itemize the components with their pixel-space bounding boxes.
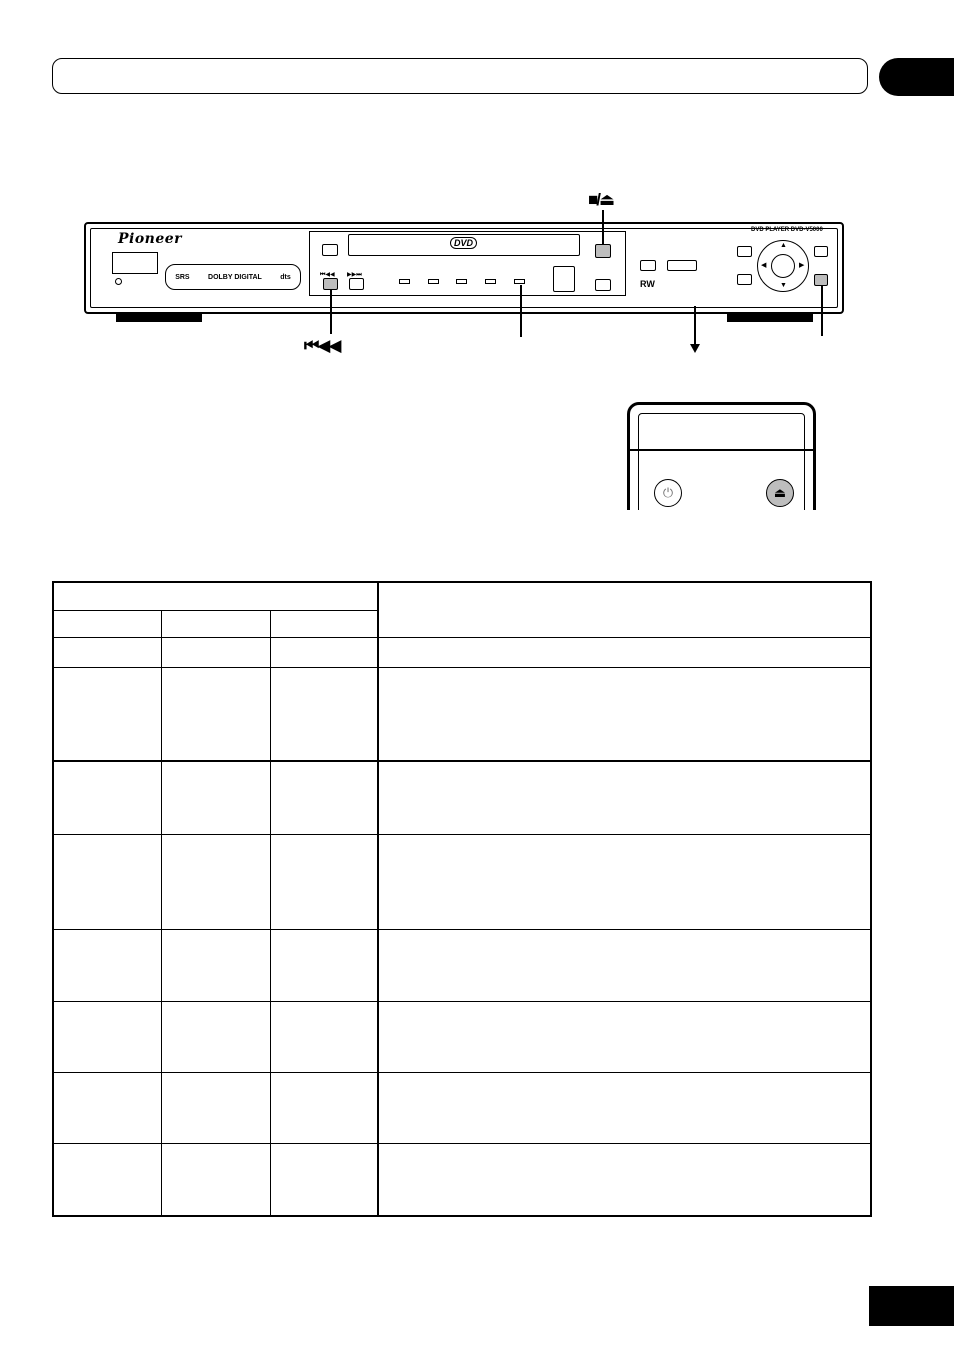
- setup-button[interactable]: [737, 274, 752, 285]
- dts-logo: dts: [280, 273, 291, 281]
- dolby-logo: DOLBY DIGITAL: [208, 273, 262, 281]
- table-row: [53, 1001, 871, 1072]
- right-arrow-icon: ▶: [799, 262, 805, 269]
- table-header-description: [378, 582, 871, 637]
- table-cell: [161, 1072, 270, 1143]
- table-cell: [53, 1001, 161, 1072]
- enter-button[interactable]: [771, 254, 795, 278]
- page-number-box: [869, 1286, 954, 1326]
- table-cell: [270, 1144, 378, 1216]
- standby-led-icon: [115, 278, 122, 285]
- function-button[interactable]: [595, 279, 611, 291]
- player-foot-left: [116, 314, 202, 322]
- indicator-4: [485, 279, 496, 284]
- next-forward-button[interactable]: [349, 278, 364, 290]
- table-cell: [161, 667, 270, 760]
- brand-logo: Pioneer: [118, 231, 183, 247]
- table-cell: [378, 929, 871, 1001]
- table-cell: [53, 835, 161, 929]
- table-cell: [53, 1072, 161, 1143]
- table-row: [53, 637, 871, 667]
- table-cell: [161, 1144, 270, 1216]
- top-menu-button[interactable]: [737, 246, 752, 257]
- table-cell: [161, 761, 270, 835]
- table-cell: [270, 761, 378, 835]
- prev-rev-label-icon: ⏮◀◀: [320, 272, 335, 278]
- table-cell: [53, 929, 161, 1001]
- table-row: [53, 835, 871, 929]
- chapter-tab: [879, 58, 954, 96]
- eject-icon[interactable]: ⏏: [766, 479, 794, 507]
- stop-eject-callout-line: [602, 210, 604, 244]
- menu-right-button[interactable]: [814, 246, 828, 257]
- table-row: [53, 929, 871, 1001]
- header-bar: [52, 58, 868, 94]
- table-row: [53, 1144, 871, 1216]
- table-row: [53, 1072, 871, 1143]
- table-cell: [378, 835, 871, 929]
- next-fwd-label-icon: ▶▶⏭: [347, 272, 362, 278]
- table-cell: [53, 761, 161, 835]
- menu-button[interactable]: [322, 244, 338, 256]
- table-cell: [270, 835, 378, 929]
- table-cell: [378, 637, 871, 667]
- prev-callout-line: [330, 290, 332, 334]
- return-callout-line: [821, 286, 823, 336]
- indicator-1: [399, 279, 410, 284]
- left-arrow-icon: ◀: [761, 262, 767, 269]
- table-cell: [270, 1001, 378, 1072]
- table-cell: [270, 637, 378, 667]
- table-cell: [270, 667, 378, 760]
- down-callout-line: [694, 306, 696, 344]
- indicator-5: [514, 279, 525, 284]
- remote-divider: [630, 449, 813, 451]
- table-cell: [378, 761, 871, 835]
- play-pause-button[interactable]: [667, 260, 697, 271]
- spec-table: [52, 581, 872, 1217]
- step-button[interactable]: [640, 260, 656, 271]
- down-arrow-icon: ▼: [780, 282, 787, 289]
- dvd-logo: DVD: [450, 237, 477, 249]
- format-logo-strip: [165, 264, 301, 290]
- table-cell: [378, 1001, 871, 1072]
- remote-control-illustration: [627, 402, 816, 510]
- table-subheader-2: [161, 610, 270, 637]
- indicator-callout-line: [520, 285, 522, 337]
- model-label: DVD PLAYER DVD-V5000: [751, 227, 823, 233]
- table-cell: [378, 1144, 871, 1216]
- up-arrow-icon: ▲: [780, 242, 787, 249]
- display-window: [112, 252, 158, 274]
- stop-eject-callout-icon: ■/⏏: [588, 190, 614, 209]
- table-cell: [270, 1072, 378, 1143]
- indicator-2: [428, 279, 439, 284]
- table-cell: [53, 667, 161, 760]
- table-row: [53, 667, 871, 760]
- table-cell: [161, 1001, 270, 1072]
- table-subheader-1: [53, 610, 161, 637]
- player-foot-right: [727, 314, 813, 322]
- rw-logo: RW: [640, 279, 655, 289]
- sensor-window: [553, 266, 575, 292]
- table-cell: [161, 637, 270, 667]
- down-arrow-callout-icon: [690, 344, 700, 353]
- table-cell: [270, 929, 378, 1001]
- table-cell: [161, 835, 270, 929]
- table-cell: [378, 1072, 871, 1143]
- stop-eject-button[interactable]: [595, 244, 611, 258]
- power-icon[interactable]: ⏻: [654, 479, 682, 507]
- prev-rev-callout-icon: ⏮◀◀: [304, 336, 340, 355]
- table-header-group: [53, 582, 378, 610]
- return-button[interactable]: [814, 274, 828, 286]
- table-cell: [378, 667, 871, 760]
- srs-logo: SRS: [175, 273, 190, 281]
- table-cell: [53, 1144, 161, 1216]
- table-cell: [161, 929, 270, 1001]
- table-row: [53, 761, 871, 835]
- table-subheader-3: [270, 610, 378, 637]
- table-cell: [53, 637, 161, 667]
- indicator-3: [456, 279, 467, 284]
- prev-reverse-button[interactable]: [323, 278, 338, 290]
